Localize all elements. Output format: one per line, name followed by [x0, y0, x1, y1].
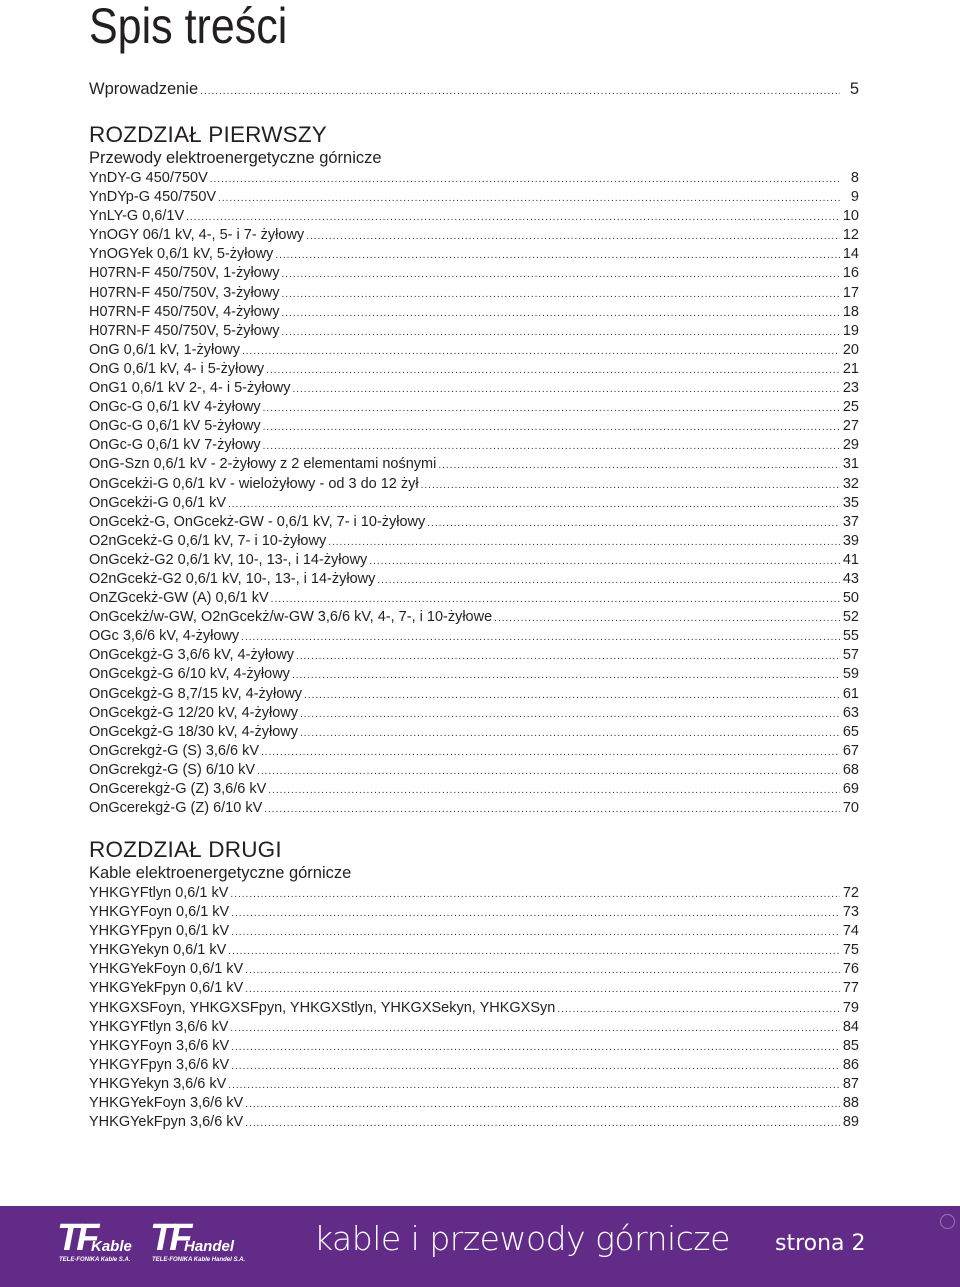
toc-leader-dots: [261, 743, 840, 762]
toc-row[interactable]: [89, 303, 859, 322]
toc-leader-dots: [186, 208, 840, 227]
toc-label: OnGcekżi-G 0,6/1 kV: [89, 494, 226, 511]
toc-row[interactable]: [89, 999, 859, 1018]
toc-page-number: 88: [842, 1095, 859, 1112]
toc-page-number: 39: [842, 532, 859, 549]
toc-page-number: 87: [842, 1075, 859, 1092]
logo-company-text: TELE-FONIKA Kable S.A.: [59, 1257, 131, 1263]
toc-leader-dots: [292, 380, 839, 399]
toc-row[interactable]: [89, 455, 859, 474]
toc-page-number: 85: [842, 1037, 859, 1054]
toc-label: YHKGYFpyn 3,6/6 kV: [89, 1056, 230, 1073]
toc-leader-dots: [300, 705, 840, 724]
toc-label: H07RN-F 450/750V, 4-żyłowy: [89, 303, 280, 320]
toc-leader-dots: [245, 961, 840, 980]
toc-label: OnGcrekgż-G (S) 3,6/6 kV: [89, 742, 260, 759]
toc-row[interactable]: [89, 207, 859, 226]
toc-row[interactable]: [89, 780, 859, 799]
toc-row[interactable]: [89, 1113, 859, 1132]
toc-page-number: 31: [842, 456, 859, 473]
toc-label: YnDYp-G 450/750V: [89, 189, 217, 206]
toc-label: YHKGYekyn 3,6/6 kV: [89, 1075, 227, 1092]
toc-leader-dots: [268, 781, 840, 800]
toc-row[interactable]: [89, 742, 859, 761]
toc-leader-dots: [231, 923, 840, 942]
toc-label: YHKGYFtlyn 3,6/6 kV: [89, 1018, 229, 1035]
toc-row[interactable]: [89, 979, 859, 998]
toc-row[interactable]: [89, 379, 859, 398]
toc-page-number: 74: [842, 923, 859, 940]
toc-row[interactable]: [89, 922, 859, 941]
toc-page-number: 69: [842, 781, 859, 797]
toc-label: YHKGYekFpyn 0,6/1 kV: [89, 980, 244, 997]
toc-row[interactable]: [89, 188, 859, 207]
toc-label: OnG 0,6/1 kV, 1-żyłowy: [89, 341, 240, 358]
toc-leader-dots: [210, 170, 840, 189]
toc-row[interactable]: [89, 417, 859, 436]
toc-page-number: 70: [842, 800, 859, 817]
toc-leader-dots: [292, 666, 840, 685]
toc-row[interactable]: [89, 551, 859, 570]
toc-label: OnZGcekż-GW (A) 0,6/1 kV: [89, 590, 269, 607]
toc-row[interactable]: [89, 665, 859, 684]
toc-leader-dots: [228, 495, 840, 514]
footer-page-number: strona 2: [775, 1231, 866, 1256]
toc-page-number: 25: [842, 399, 859, 416]
toc-row[interactable]: [89, 513, 859, 532]
toc-row[interactable]: [89, 475, 859, 494]
toc-label: OnGcerekgż-G (Z) 3,6/6 kV: [89, 781, 267, 797]
chapter-1-section: [89, 122, 859, 818]
toc-row[interactable]: [89, 903, 859, 922]
toc-page-number: 21: [842, 360, 859, 377]
logo-word: Kable: [91, 1238, 132, 1255]
toc-row-intro[interactable]: [89, 78, 859, 100]
logo-company-text: TELE-FONIKA Kable Handel S.A.: [152, 1257, 246, 1263]
toc-leader-dots: [281, 265, 839, 284]
toc-label: YHKGYFoyn 3,6/6 kV: [89, 1037, 230, 1054]
toc-row[interactable]: [89, 1056, 859, 1075]
toc-label: OnGcekgż-G 18/30 kV, 4-żyłowy: [89, 723, 298, 740]
toc-page-number: 61: [842, 685, 859, 702]
footer-tagline: kable i przewody górnicze: [314, 1219, 730, 1258]
toc-row[interactable]: [89, 589, 859, 608]
toc-label: YnOGYek 0,6/1 kV, 5-żyłowy: [89, 246, 274, 263]
toc-leader-dots: [427, 514, 840, 533]
toc-label: OnGcekgż-G 6/10 kV, 4-żyłowy: [89, 666, 290, 683]
chapter-1-subtitle: Przewody elektroenergetyczne górnicze: [89, 149, 382, 167]
toc-leader-dots: [218, 189, 840, 208]
toc-label: H07RN-F 450/750V, 5-żyłowy: [89, 322, 280, 339]
toc-page-number: 68: [842, 761, 859, 778]
toc-leader-dots: [263, 399, 840, 418]
toc-page-number: 12: [842, 227, 859, 244]
toc-label: OnGcekż-G2 0,6/1 kV, 10-, 13-, i 14-żyłowy: [89, 551, 368, 568]
toc-leader-dots: [271, 590, 840, 609]
toc-row[interactable]: [89, 570, 859, 589]
toc-leader-dots: [296, 647, 840, 666]
toc-page-number: 73: [842, 904, 859, 921]
toc-row[interactable]: [89, 646, 859, 665]
toc-row[interactable]: [89, 960, 859, 979]
toc-leader-dots: [494, 609, 840, 628]
toc-page-number: 17: [842, 284, 859, 301]
chapter-2-subtitle: Kable elektroenergetyczne górnicze: [89, 864, 352, 882]
toc-label: YHKGYFtlyn 0,6/1 kV: [89, 885, 229, 901]
toc-page-number: 10: [842, 208, 859, 225]
toc-label: YHKGYFpyn 0,6/1 kV: [89, 923, 230, 940]
toc-row[interactable]: [89, 608, 859, 627]
toc-leader-dots: [281, 323, 839, 342]
toc-row[interactable]: [89, 494, 859, 513]
toc-leader-dots: [263, 437, 840, 456]
toc-label: OnGc-G 0,6/1 kV 5-żyłowy: [89, 418, 261, 435]
toc-label: OnGcrekgż-G (S) 6/10 kV: [89, 761, 255, 778]
toc-row[interactable]: [89, 245, 859, 264]
tf-logo-mark: TF: [150, 1217, 189, 1259]
toc-row[interactable]: [89, 627, 859, 646]
toc-leader-dots: [230, 1019, 839, 1038]
toc-page-number: 37: [842, 513, 859, 530]
toc-page-number: 29: [842, 437, 859, 454]
toc-leader-dots: [264, 800, 840, 819]
toc-page-number: 35: [842, 494, 859, 511]
toc-page-number: 23: [842, 380, 859, 397]
intro-entry: [89, 78, 859, 100]
toc-label: YHKGXSFoyn, YHKGXSFpyn, YHKGXStlyn, YHKGXSekyn, YHKGXSyn: [89, 999, 556, 1016]
toc-page-number: 72: [842, 885, 859, 901]
toc-label: OnGcekgż-G 8,7/15 kV, 4-żyłowy: [89, 685, 303, 702]
tf-kable-logo: [57, 1218, 137, 1266]
toc-label: YnDY-G 450/750V: [89, 170, 208, 186]
toc-leader-dots: [231, 1057, 840, 1076]
toc-label: OnG 0,6/1 kV, 4- i 5-żyłowy: [89, 360, 265, 377]
toc-label: YHKGYFoyn 0,6/1 kV: [89, 904, 230, 921]
toc-leader-dots: [438, 456, 840, 475]
toc-row[interactable]: [89, 685, 859, 704]
toc-leader-dots: [231, 904, 840, 923]
logo-word: Handel: [184, 1238, 235, 1255]
toc-label: OnGcekgż-G 3,6/6 kV, 4-żyłowy: [89, 647, 294, 664]
toc-label: OnGc-G 0,6/1 kV 4-żyłowy: [89, 399, 261, 416]
toc-leader-dots: [281, 285, 839, 304]
tf-handel-logo: [150, 1218, 250, 1266]
chapter-2-section: [89, 837, 859, 1132]
toc-leader-dots: [228, 1076, 840, 1095]
chapter-1-title: ROZDZIAŁ PIERWSZY: [89, 122, 328, 147]
toc-row[interactable]: [89, 761, 859, 780]
toc-page-number: 67: [842, 742, 859, 759]
toc-page-number: 14: [842, 246, 859, 263]
toc-row[interactable]: [89, 1094, 859, 1113]
toc-label: OnGc-G 0,6/1 kV 7-żyłowy: [89, 437, 261, 454]
toc-row[interactable]: [89, 264, 859, 283]
toc-leader-dots: [245, 980, 840, 999]
toc-row[interactable]: [89, 226, 859, 245]
toc-page-number: 63: [842, 704, 859, 721]
toc-leader-dots: [369, 552, 840, 571]
toc-label: YHKGYekFoyn 3,6/6 kV: [89, 1095, 244, 1112]
toc-label: OGc 3,6/6 kV, 4-żyłowy: [89, 628, 240, 645]
toc-row[interactable]: [89, 398, 859, 417]
toc-page-number: 57: [842, 647, 859, 664]
toc-page-number: 50: [842, 590, 859, 607]
registration-mark-icon: [940, 1214, 955, 1229]
toc-label: O2nGcekż-G2 0,6/1 kV, 10-, 13-, i 14-żyłowy: [89, 570, 376, 587]
toc-label: OnGcekgż-G 12/20 kV, 4-żyłowy: [89, 704, 298, 721]
toc-page-number: 65: [842, 723, 859, 740]
toc-row[interactable]: [89, 341, 859, 360]
toc-row[interactable]: [89, 723, 859, 742]
toc-leader-dots: [328, 533, 840, 552]
toc-leader-dots: [266, 361, 840, 380]
toc-page-number: 79: [842, 999, 859, 1016]
toc-page-number: 52: [842, 609, 859, 626]
toc-label: YHKGYekyn 0,6/1 kV: [89, 942, 227, 959]
chapter-2-title: ROZDZIAŁ DRUGI: [89, 837, 282, 862]
toc-page-number: 59: [842, 666, 859, 683]
toc-row[interactable]: [89, 941, 859, 960]
toc-page-number: 55: [842, 628, 859, 645]
toc-label: YnOGY 06/1 kV, 4-, 5- i 7- żyłowy: [89, 227, 305, 244]
toc-page-number: 43: [842, 570, 859, 587]
toc-leader-dots: [421, 476, 840, 495]
toc-page-number: 76: [842, 961, 859, 978]
tf-logo-mark: TF: [57, 1217, 96, 1259]
toc-leader-dots: [231, 1038, 840, 1057]
page-title: Spis treści: [89, 0, 288, 54]
toc-label: Wprowadzenie: [89, 80, 199, 98]
toc-page-number: 86: [842, 1056, 859, 1073]
toc-page-number: 75: [842, 942, 859, 959]
toc-label: YHKGYekFoyn 0,6/1 kV: [89, 961, 244, 978]
toc-leader-dots: [281, 304, 839, 323]
toc-row[interactable]: [89, 884, 859, 903]
toc-leader-dots: [245, 1095, 840, 1114]
toc-page-number: 89: [842, 1114, 859, 1131]
toc-page-number: 16: [842, 265, 859, 282]
toc-page-number: 20: [842, 341, 859, 358]
toc-label: YHKGYekFpyn 3,6/6 kV: [89, 1114, 244, 1131]
toc-row[interactable]: [89, 169, 859, 188]
toc-page-number: 8: [850, 170, 859, 186]
toc-leader-dots: [242, 342, 840, 361]
toc-row[interactable]: [89, 322, 859, 341]
toc-row[interactable]: [89, 799, 859, 818]
toc-leader-dots: [257, 762, 840, 781]
toc-leader-dots: [228, 942, 840, 961]
toc-leader-dots: [263, 418, 840, 437]
toc-label: OnGcekż-G, OnGcekż-GW - 0,6/1 kV, 7- i 10-żyłowy: [89, 513, 426, 530]
toc-page-number: 19: [842, 322, 859, 339]
toc-leader-dots: [300, 724, 840, 743]
toc-row[interactable]: [89, 1075, 859, 1094]
toc-page-number: 9: [850, 189, 859, 206]
toc-leader-dots: [245, 1114, 840, 1133]
toc-leader-dots: [230, 885, 839, 904]
toc-leader-dots: [377, 571, 839, 590]
toc-leader-dots: [557, 1000, 840, 1019]
toc-row[interactable]: [89, 532, 859, 551]
toc-row[interactable]: [89, 1037, 859, 1056]
toc-page-number: 5: [849, 80, 859, 98]
toc-row[interactable]: [89, 436, 859, 455]
toc-label: H07RN-F 450/750V, 1-żyłowy: [89, 265, 280, 282]
toc-leader-dots: [241, 628, 840, 647]
toc-page-number: 27: [842, 418, 859, 435]
toc-leader-dots: [200, 81, 840, 103]
toc-label: YnLY-G 0,6/1V: [89, 208, 185, 225]
toc-row[interactable]: [89, 284, 859, 303]
chapter-2-toc-list: [89, 884, 859, 1132]
toc-row[interactable]: [89, 1018, 859, 1037]
toc-label: OnG1 0,6/1 kV 2-, 4- i 5-żyłowy: [89, 380, 291, 397]
toc-label: OnG-Szn 0,6/1 kV - 2-żyłowy z 2 elementami nośnymi: [89, 456, 437, 473]
chapter-1-toc-list: [89, 169, 859, 818]
toc-row[interactable]: [89, 360, 859, 379]
toc-page-number: 18: [842, 303, 859, 320]
toc-page-number: 41: [842, 551, 859, 568]
toc-page-number: 84: [842, 1018, 859, 1035]
toc-leader-dots: [306, 227, 840, 246]
toc-leader-dots: [304, 686, 840, 705]
toc-row[interactable]: [89, 704, 859, 723]
toc-label: OnGcekżi-G 0,6/1 kV - wielożyłowy - od 3 do 12 żył: [89, 475, 419, 492]
toc-label: OnGcerekgż-G (Z) 6/10 kV: [89, 800, 263, 817]
toc-leader-dots: [275, 246, 840, 265]
toc-page-number: 32: [842, 475, 859, 492]
toc-label: OnGcekż/w-GW, O2nGcekż/w-GW 3,6/6 kV, 4-, 7-, i 10-żyłowe: [89, 609, 493, 626]
toc-label: H07RN-F 450/750V, 3-żyłowy: [89, 284, 280, 301]
toc-label: O2nGcekż-G 0,6/1 kV, 7- i 10-żyłowy: [89, 532, 327, 549]
toc-page-number: 77: [842, 980, 859, 997]
